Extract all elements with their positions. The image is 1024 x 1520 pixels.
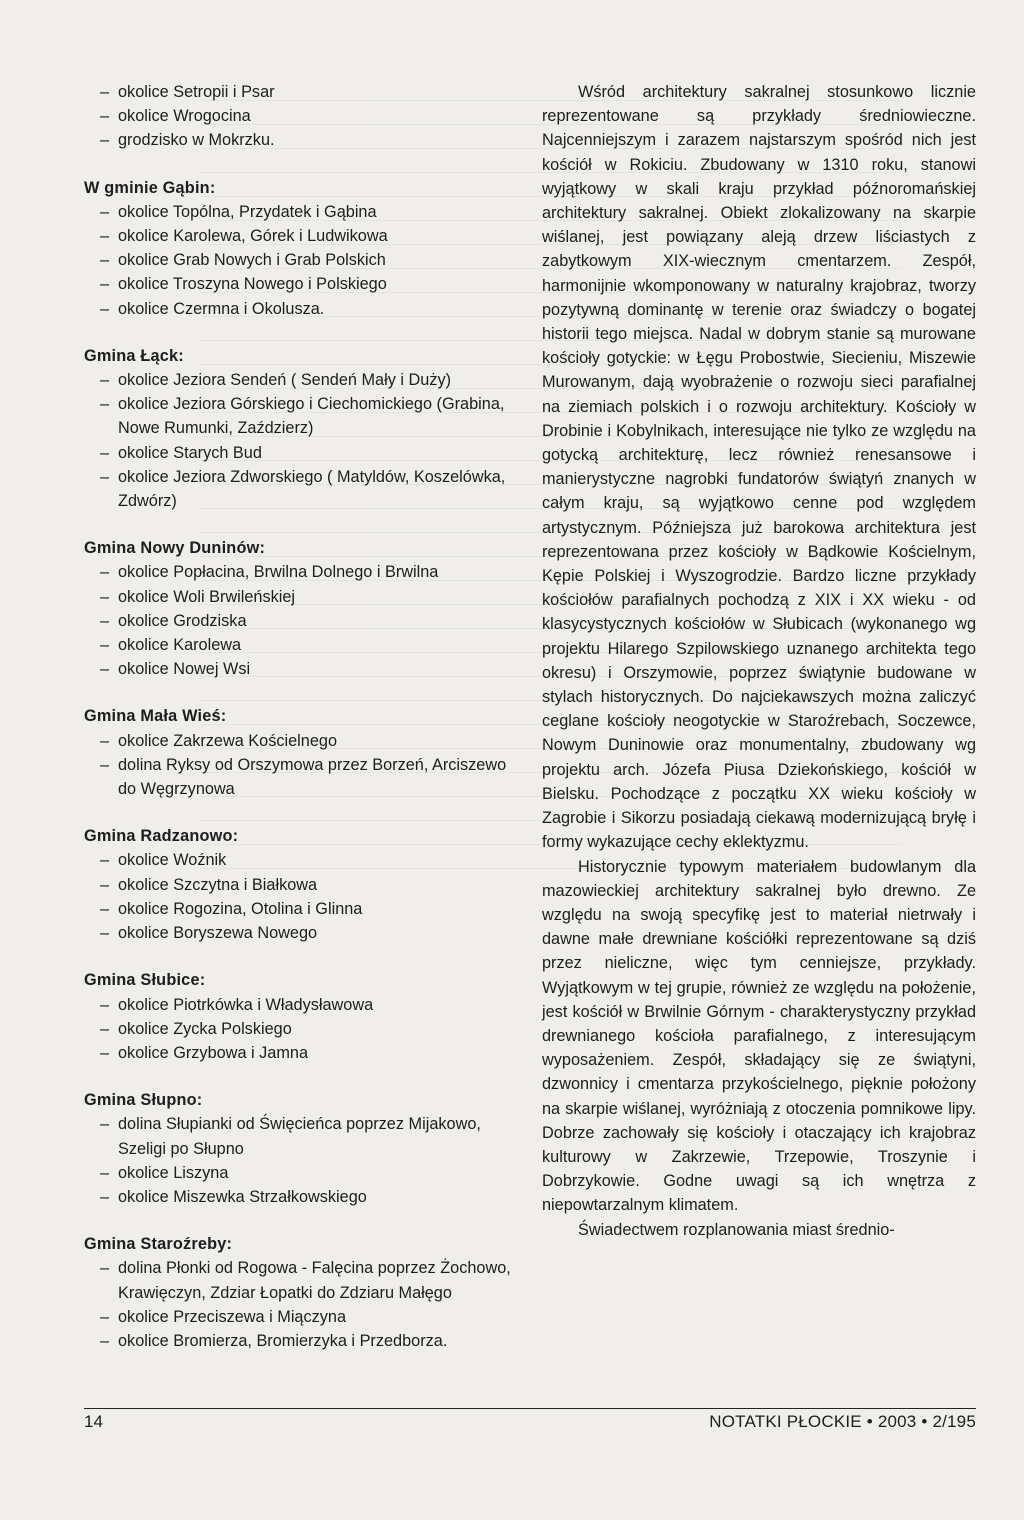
- list-item: – okolice Boryszewa Nowego: [100, 924, 318, 943]
- list-item: – okolice Zycka Polskiego: [100, 1019, 292, 1038]
- list-item: – dolina Płonki od Rogowa - Falęcina poprzez Żochowo, Krawięczyn, Zdziar Łopatki do Zdziaru Małęgo: [100, 1259, 511, 1302]
- list-item: – okolice Miszewka Strzałkowskiego: [100, 1187, 367, 1206]
- body-paragraph: Wśród architektury sakralnej stosunkowo licznie reprezentowane są przykłady średniowieczne. Najcenniejszym i zarazem najstarszym spośród nich jest kościół w Rokiciu. Zbudowany w 1310 roku, stanowi wyjątkowy w skali kraju przykład późnoromańskiej architektury sakralnej. Obiekt zlokalizowany na skarpie wiślanej, jest powiązany aleją drzew liściastych z zabytkowym XIX-wiecznym cmentarzem. Zespół, harmonijnie wkomponowany w naturalny krajobraz, tworzy pozytywną dominantę w terenie oraz świadczy o bogatej historii tego miejsca. Nadal w dobrym stanie są murowane kościoły gotyckie: w Łęgu Probostwie, Siecieniu, Miszewie Murowanym, dają wyobrażenie o rozwoju sieci parafialnej na ziemiach polskich i o rozwoju architektury. Kościoły w Drobinie i Kobylnikach, interesujące nie tylko ze względu na gotycką architekturę, lecz również renesansowe i manierystyczne nagrobki fundatorów świątyń znanych w całym kraju, są wyjątkowo cenne pod względem artystycznym. Późniejsza już barokowa architektura jest reprezentowana przez kościoły w Bądkowie Kościelnym, Kępie Polskiej i Wyszogrodzie. Bardzo liczne przykłady kościołów parafialnych pochodzą z XIX i XX wieku - od klasycystycznych kościołów w Słubicach (wykonanego wg projektu Hilarego Szpilowskiego uznanego architekta tego okresu) i Orszymowie, poprzez świątynie budowane w stylach historycznych. Do najciekawszych można zaliczyć ceglane kościoły neogotyckie w Staroźrebach, Soczewce, Nowym Duninowie oraz monumentalny, zbudowany wg projektu arch. Józefa Piusa Dziekońskiego, kościół w Bielsku. Pochodzące z początku XX wieku kościoły w Zagrobie i Sikorzu posiadają ciekawą modernizującą bryłę i formy wykazujące cechy eklektyzmu.: [542, 83, 976, 852]
- section-title: Gmina Nowy Duninów:: [84, 539, 266, 558]
- list-item: – okolice Popłacina, Brwilna Dolnego i Brwilna: [100, 563, 439, 582]
- section-starozreby: [84, 1232, 520, 1353]
- list-item: – okolice Liszyna: [100, 1163, 229, 1182]
- list-item: – grodzisko w Mokrzku.: [100, 131, 275, 150]
- list-item: – okolice Czermna i Okolusza.: [100, 299, 325, 318]
- list-item: – okolice Karolewa: [100, 636, 242, 655]
- page-number: 14: [84, 1412, 103, 1431]
- list-item: – okolice Rogozina, Otolina i Glinna: [100, 899, 363, 918]
- list-item: – okolice Bromierza, Bromierzyka i Przedborza.: [100, 1331, 448, 1350]
- list-item: – okolice Grab Nowych i Grab Polskich: [100, 251, 386, 270]
- left-column: [84, 80, 520, 1376]
- list-item: – okolice Karolewa, Górek i Ludwikowa: [100, 227, 388, 246]
- section-title: W gminie Gąbin:: [84, 178, 216, 197]
- section-radzanowo: [84, 824, 520, 945]
- section-gabin: [84, 176, 520, 321]
- journal-footer: NOTATKI PŁOCKIE • 2003 • 2/195: [709, 1412, 976, 1431]
- section-slupno: [84, 1088, 520, 1209]
- list-item: – okolice Topólna, Przydatek i Gąbina: [100, 202, 377, 221]
- section-mala-wies: [84, 704, 520, 801]
- intro-list: [84, 80, 520, 153]
- section-title: Gmina Słupno:: [84, 1091, 203, 1110]
- list-item: – okolice Przeciszewa i Miączyna: [100, 1307, 347, 1326]
- list-item: – dolina Słupianki od Święcieńca poprzez Mijakowo, Szeligi po Słupno: [100, 1115, 481, 1158]
- list-item: – okolice Woźnik: [100, 851, 227, 870]
- list-item: – okolice Jeziora Sendeń ( Sendeń Mały i Duży): [100, 371, 452, 390]
- list-item: – okolice Setropii i Psar: [100, 83, 275, 101]
- list-item: – okolice Jeziora Zdworskiego ( Matyldów, Koszelówka, Zdwórz): [100, 467, 506, 511]
- section-title: Gmina Radzanowo:: [84, 827, 239, 846]
- list-item: – okolice Starych Bud: [100, 443, 262, 462]
- list-item: – okolice Zakrzewa Kościelnego: [100, 731, 338, 750]
- list-item: – okolice Nowej Wsi: [100, 660, 251, 679]
- section-lack: [84, 344, 520, 513]
- footer-rule: [84, 1408, 976, 1409]
- list-item: – okolice Grzybowa i Jamna: [100, 1043, 309, 1062]
- section-title: Gmina Mała Wieś:: [84, 707, 227, 726]
- list-item: – okolice Piotrkówka i Władysławowa: [100, 995, 374, 1014]
- body-paragraph: Historycznie typowym materiałem budowlanym dla mazowieckiej architektury sakralnej było drewno. Ze względu na swoją specyfikę jest to materiał nietrwały i dawne małe drewniane kościółki reprezentowane są dziś przez nieliczne, więc tym cenniejsze, przykłady. Wyjątkowym w tej grupie, również ze względu na położenie, jest kościół w Brwilnie Górnym - charakterystyczny przykład drewnianego kościoła parafialnego, z interesującym wyposażeniem. Zespół, składający się ze świątyni, dzwonnicy i cmentarza przykościelnego, pięknie położony na skarpie wiślanej, wyróżniają z otoczenia pomnikowe lipy. Dobrze zachowały się kościoły i otaczający ich krajobraz kulturowy w Zakrzewie, Trzepowie, Troszynie i Dobrzykowie. Godne uwagi są ich wnętrza z niepowtarzalnym klimatem.: [542, 857, 976, 1215]
- right-column: [542, 80, 976, 1242]
- body-paragraph: Świadectwem rozplanowania miast średnio-: [578, 1220, 895, 1239]
- list-item: – okolice Grodziska: [100, 611, 247, 630]
- list-item: – okolice Woli Brwileńskiej: [100, 587, 296, 606]
- section-title: Gmina Staroźreby:: [84, 1235, 233, 1254]
- list-item: – okolice Troszyna Nowego i Polskiego: [100, 275, 387, 294]
- section-title: Gmina Słubice:: [84, 971, 206, 990]
- section-nowy-duninow: [84, 536, 520, 681]
- list-item: – okolice Jeziora Górskiego i Ciechomickiego (Grabina, Nowe Rumunki, Zaździerz): [100, 395, 505, 438]
- section-slubice: [84, 968, 520, 1065]
- list-item: – okolice Szczytna i Białkowa: [100, 875, 318, 894]
- list-item: – dolina Ryksy od Orszymowa przez Borzeń, Arciszewo do Węgrzynowa: [100, 755, 507, 799]
- list-item: – okolice Wrogocina: [100, 107, 251, 126]
- section-title: Gmina Łąck:: [84, 346, 184, 365]
